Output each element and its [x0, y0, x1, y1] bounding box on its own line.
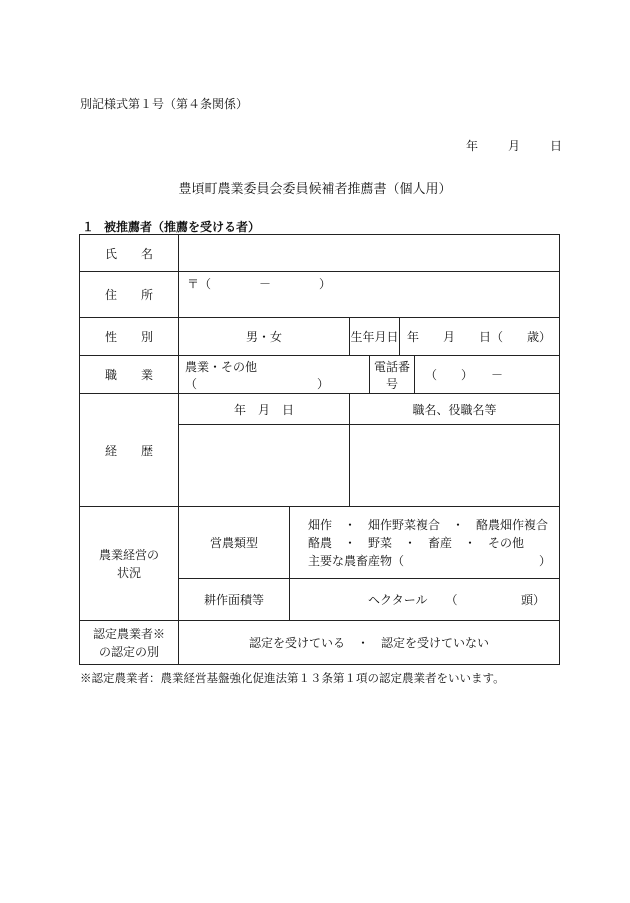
address-field[interactable] — [179, 272, 560, 318]
row-gender-birth — [80, 318, 560, 356]
career-label: 経 歴 — [80, 394, 179, 507]
certification-options[interactable]: 認定を受けている ・ 認定を受けていない — [179, 621, 560, 665]
row-name — [80, 235, 560, 272]
postal-code: 〒（ － ） — [187, 277, 332, 291]
area-label: 耕作面積等 — [179, 579, 290, 621]
farm-type-line3 — [308, 552, 551, 570]
career-date-field[interactable] — [179, 425, 350, 507]
name-label: 氏 名 — [80, 235, 179, 272]
recommendation-form-table — [79, 234, 560, 665]
address-label: 住 所 — [80, 272, 179, 318]
certification-label-line1: 認定農業者※ — [92, 626, 165, 641]
section-number: １ — [82, 220, 95, 234]
career-date-header: 年 月 日 — [179, 394, 350, 425]
farm-type-line1: 畑作 ・ 畑作野菜複合 ・ 酪農畑作複合 — [308, 517, 549, 532]
area-field[interactable] — [290, 579, 560, 621]
row-address — [80, 272, 560, 318]
section-heading — [82, 218, 260, 235]
row-career-header — [80, 394, 560, 425]
job-label: 職 業 — [80, 356, 179, 394]
main-products-close: ） — [539, 553, 552, 568]
certification-label-line2: の認定の別 — [98, 644, 159, 659]
gender-options[interactable]: 男・女 — [179, 318, 350, 356]
career-title-header: 職名、役職名等 — [350, 394, 560, 425]
career-title-field[interactable] — [350, 425, 560, 507]
birth-field[interactable]: 年 月 日（ 歳） — [400, 318, 560, 356]
area-unit: ヘクタール （ — [368, 593, 458, 607]
date-month: 月 — [508, 139, 521, 153]
farm-status-label-line1: 農業経営の — [98, 547, 159, 562]
form-number: 別記様式第１号（第４条関係） — [80, 97, 249, 111]
job-options[interactable]: 農業・その他（ ） — [179, 356, 370, 394]
section-title: 被推薦者（推薦を受ける者） — [104, 220, 261, 234]
phone-label: 電話番号 — [370, 356, 415, 394]
head-unit: 頭） — [521, 593, 546, 607]
row-job-phone — [80, 356, 560, 394]
document-title: 豊頃町農業委員会委員候補者推薦書（個人用） — [178, 182, 452, 197]
farm-type-line2: 酪農 ・ 野菜 ・ 畜産 ・ その他 — [308, 535, 525, 550]
farm-type-options[interactable] — [290, 507, 560, 579]
farm-type-label: 営農類型 — [179, 507, 290, 579]
footnote: ※認定農業者：農業経営基盤強化促進法第１３条第１項の認定農業者をいいます。 — [80, 671, 505, 685]
date-line — [466, 137, 562, 154]
row-certification — [80, 621, 560, 665]
name-field[interactable] — [179, 235, 560, 272]
date-year: 年 — [466, 139, 479, 153]
date-day: 日 — [550, 139, 563, 153]
birth-label: 生年月日 — [350, 318, 400, 356]
farm-status-label-line2: 状況 — [116, 565, 141, 580]
certification-label — [80, 621, 179, 665]
phone-field[interactable]: （ ） － — [415, 356, 560, 394]
farm-status-label — [80, 507, 179, 621]
row-farm-type — [80, 507, 560, 579]
main-products-label: 主要な農畜産物（ — [308, 553, 405, 568]
gender-label: 性 別 — [80, 318, 179, 356]
